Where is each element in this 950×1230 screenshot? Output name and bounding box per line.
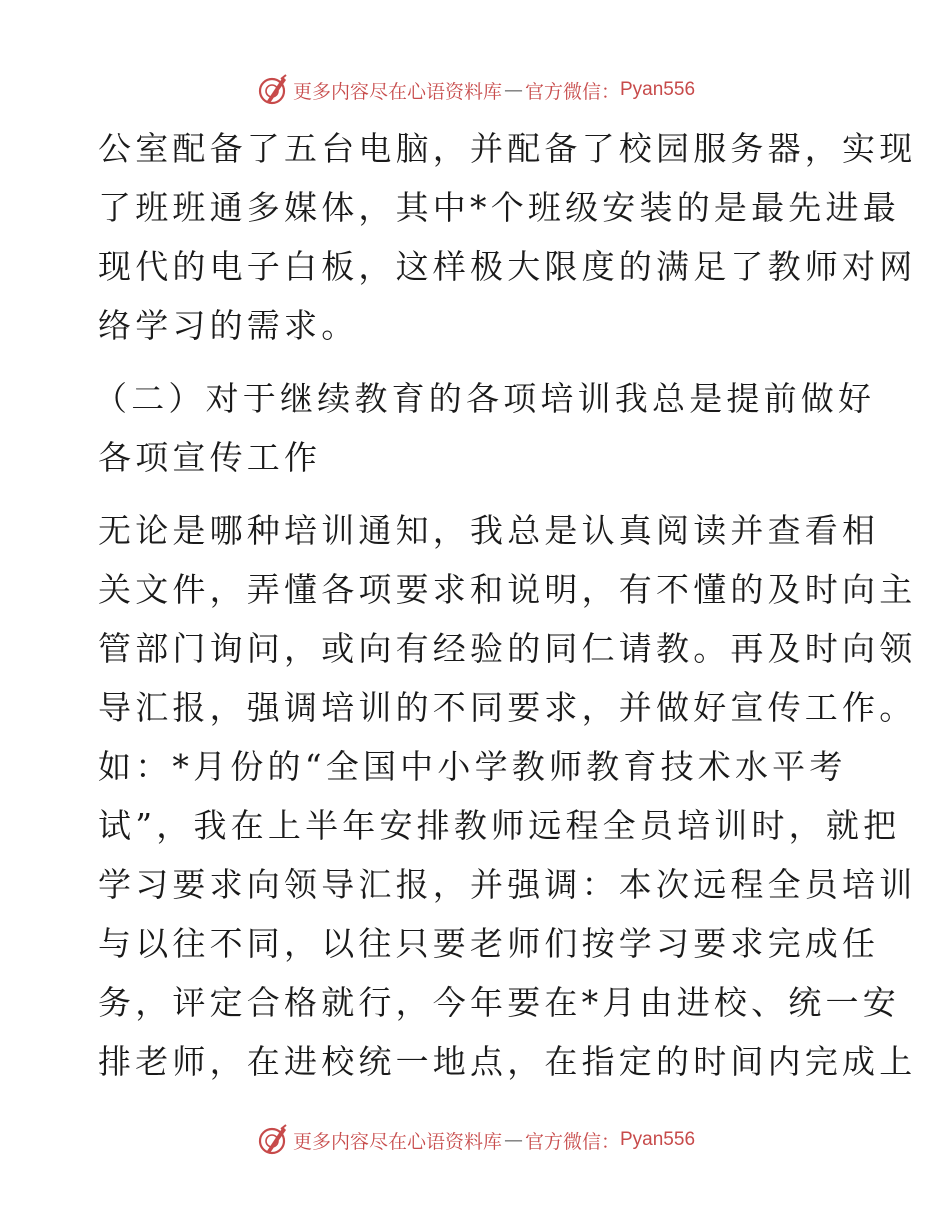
banner-separator: — — [503, 1129, 523, 1151]
quill-logo-icon — [255, 1123, 289, 1157]
section-heading-line-2: 各项宣传工作 — [98, 438, 322, 477]
banner-wechat-label: 官方微信： — [524, 80, 620, 103]
header-banner — [0, 72, 950, 108]
quill-logo-icon — [255, 73, 289, 107]
paragraph2-line-6: 试”，我在上半年安排教师远程全员培训时，就把 — [98, 806, 901, 845]
paragraph1-line-4: 络学习的需求。 — [98, 306, 359, 345]
paragraph2-line-3: 管部门询问，或向有经验的同仁请教。再及时向领 — [98, 629, 917, 668]
paragraph1-line-3: 现代的电子白板，这样极大限度的满足了教师对网 — [98, 247, 917, 286]
paragraph2-line-9: 务，评定合格就行，今年要在*月由进校、统一安 — [98, 983, 900, 1022]
banner-wechat-id: Pyan556 — [620, 1129, 696, 1150]
banner-separator: — — [503, 79, 523, 101]
paragraph2-line-2: 关文件，弄懂各项要求和说明，有不懂的及时向主 — [98, 570, 917, 609]
paragraph2-line-8: 与以往不同，以往只要老师们按学习要求完成任 — [98, 924, 880, 963]
banner-wechat-id: Pyan556 — [620, 79, 696, 100]
paragraph2-line-1: 无论是哪种培训通知，我总是认真阅读并查看相 — [98, 511, 880, 550]
paragraph1-line-2: 了班班通多媒体，其中*个班级安装的是最先进最 — [98, 188, 900, 227]
paragraph1-line-1: 公室配备了五台电脑，并配备了校园服务器，实现 — [98, 129, 917, 168]
banner-wechat-label: 官方微信： — [524, 1130, 620, 1153]
paragraph2-line-4: 导汇报，强调培训的不同要求，并做好宣传工作。 — [98, 688, 917, 727]
banner-title: 更多内容尽在心语资料库 — [292, 1130, 502, 1153]
banner-title: 更多内容尽在心语资料库 — [292, 80, 502, 103]
section-heading-line-1: （二）对于继续教育的各项培训我总是提前做好 — [94, 379, 876, 418]
footer-banner — [0, 1122, 950, 1158]
paragraph2-line-7: 学习要求向领导汇报，并强调：本次远程全员培训 — [98, 865, 917, 904]
paragraph2-line-10: 排老师，在进校统一地点，在指定的时间内完成上 — [98, 1042, 917, 1081]
paragraph2-line-5: 如：*月份的“全国中小学教师教育技术水平考 — [98, 747, 847, 786]
